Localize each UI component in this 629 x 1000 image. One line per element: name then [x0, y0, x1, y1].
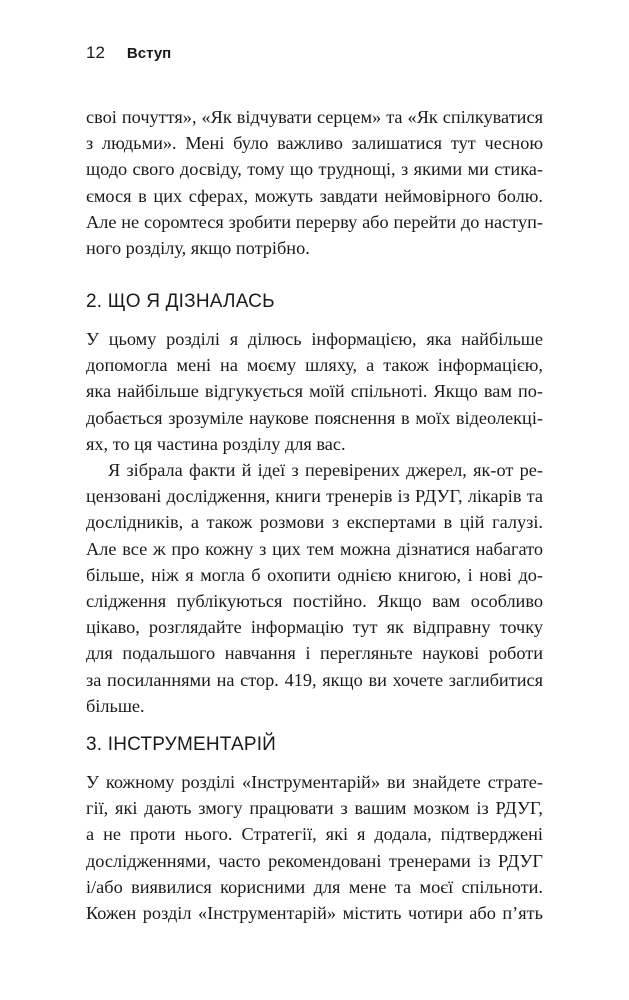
- section-3-body: [86, 769, 543, 926]
- text-line: У кожному розділі «Інструментарій» ви знайдете страте-: [86, 772, 543, 792]
- text-line: цікаво, розглядайте інформацію тут як відправну точку: [86, 617, 543, 638]
- text-line: з людьми». Мені було важливо залишатися тут чесною: [86, 133, 543, 154]
- text-line: дослідженнями, часто рекомендовані тренерами із РДУГ: [86, 850, 543, 871]
- paragraph: [86, 326, 543, 457]
- text-line: Але все ж про кожну з цих тем можна дізнатися набагато: [86, 538, 543, 559]
- text-line: більше, ніж я могла б охопити однією книгою, і нові до-: [86, 564, 543, 585]
- text-line: Я зібрала факти й ідеї з перевірених джерел, як-от ре-: [108, 460, 543, 481]
- section-2-body: [86, 326, 543, 719]
- intro-continuation: [86, 104, 543, 261]
- paragraph: [86, 769, 543, 926]
- text-line: гії, які дають змогу працювати з вашим мозком із РДУГ,: [86, 798, 543, 819]
- section-3-heading: 3. ІНСТРУМЕНТАРІЙ: [86, 734, 277, 755]
- text-line: більше.: [86, 695, 145, 716]
- page-number: 12: [86, 43, 105, 62]
- text-line: цензовані дослідження, книги тренерів із РДУГ, лікарів та: [86, 486, 543, 507]
- text-line: Але не соромтеся зробити перерву або перейти до наступ-: [86, 211, 543, 232]
- text-line: своі почуття», «Як відчувати серцем» та «Як спілкуватися: [86, 107, 543, 127]
- paragraph: [86, 457, 543, 719]
- text-line: дослідників, а також розмови з експертами в цій галузі.: [86, 512, 543, 533]
- text-line: щодо свого досвіду, тому що труднощі, з якими ми стика-: [86, 159, 543, 180]
- text-line: а не проти нього. Стратегії, які я додала, підтверджені: [86, 824, 543, 845]
- text-line: допомогла мені на моєму шляху, а також інформацією,: [86, 355, 543, 376]
- text-line: Кожен розділ «Інструментарій» містить чотири або п’ять: [86, 903, 543, 924]
- text-line: і/або виявилися корисними для мене та моєї спільноти.: [86, 876, 543, 897]
- text-line: для подальшого навчання і перегляньте наукові роботи: [86, 643, 543, 664]
- text-line: слідження публікуються постійно. Якщо вам особливо: [86, 591, 543, 612]
- text-line: ємося в цих сферах, можуть завдати неймовірного болю.: [86, 185, 543, 206]
- section-2-heading: 2. ЩО Я ДІЗНАЛАСЬ: [86, 291, 275, 312]
- intro-paragraph: [86, 104, 543, 261]
- running-head: [86, 42, 171, 65]
- text-line: за посиланнями на стор. 419, якщо ви хочете заглибитися: [86, 669, 543, 690]
- text-line: ного розділу, якщо потрібно.: [86, 238, 310, 259]
- text-line: яка найбільше відгукується моїй спільноті. Якщо вам по-: [86, 381, 543, 402]
- section-title: Вступ: [126, 45, 172, 62]
- text-line: добається зрозуміле наукове пояснення в моїх відеолекці-: [86, 407, 543, 428]
- text-line: У цьому розділі я ділюсь інформацією, яка найбільше: [86, 329, 543, 349]
- text-line: ях, то ця частина розділу для вас.: [86, 433, 346, 454]
